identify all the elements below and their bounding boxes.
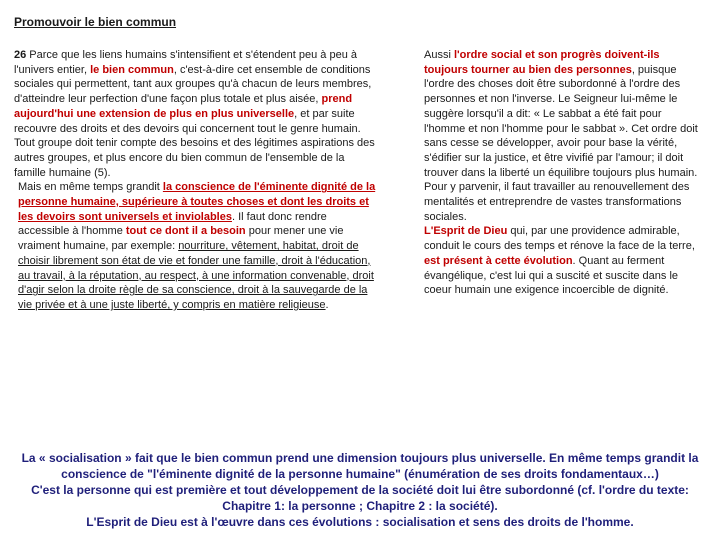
text-segment: , c'est-à-dire cet ensemble de conditions sociales qui permettent, tant aux groupes qu'à chacun de leurs membres, d'atteindre leur perfection d'une façon plus totale et plus aisée, [14,63,372,106]
paragraph-ordre-social [408,48,700,224]
text-segment: Mais en même temps grandit [18,181,163,194]
paragraph-number: 26 [14,49,27,61]
text-segment: , puisque l'ordre des choses doit être subordonné à l'ordre des personnes et non l'inverse. Le Seigneur lui-même le suggère lorsqu'il a dit: « Le sabbat a été fait pour l'homme et non l'homme pour le sabbat ». Cet ordre doit sans cesse se développer, avoir pour base la vérité, s'édifier sur la justice, et être vivifié par l'amour; il doit trouver dans la liberté un équilibre toujours plus humain. Pour y parvenir, il faut travailler au renouvellement des mentalités et entreprendre de vastes transformations sociales. [424,63,698,223]
highlight-ordre-social: l'ordre social et son progrès doivent-ils toujours tourner au bien des personnes [424,49,660,76]
summary-line: La « socialisation » fait que le bien commun prend une dimension toujours plus universelle. En même temps grandit la [21,451,699,465]
text-segment: , et par suite recouvre des droits et des devoirs qui concernent tout le genre humain. Tout groupe doit tenir compte des besoins et des légitimes aspirations des autres groupes, et plus encore du bien commun de l'ensemble de la famille humaine (5). [14,107,375,179]
highlight-bien-commun: le bien commun [90,63,174,76]
highlight-dignite-personne: la conscience de l'éminente dignité de la personne humaine, supérieure à toutes choses et dont les droits et les devoirs sont universels et inviolables [18,181,376,223]
highlight-extension-universelle: prend aujourd'hui une extension de plus en plus universelle [14,93,353,120]
paragraph-dignite [14,180,376,312]
text-segment: Aussi [424,49,454,61]
summary-block [8,450,712,530]
text-segment: Parce que les liens humains s'intensifient et s'étendent peu à peu à l'univers entier, [14,49,357,76]
right-column [408,48,700,298]
document-title: Promouvoir le bien commun [14,15,177,29]
text-segment: . Quant au ferment évangélique, c'est lui qui a suscité et suscite dans le coeur humain une exigence incoercible de dignité. [424,254,679,297]
highlight-esprit-de-dieu: L'Esprit de Dieu [424,225,508,238]
paragraph-esprit-de-dieu [408,224,700,298]
paragraph-26 [14,48,376,180]
summary-line: Chapitre 1: la personne ; Chapitre 2 : la société). [222,499,498,513]
summary-line: L'Esprit de Dieu est à l'œuvre dans ces évolutions : socialisation et sens des droits de l'homme. [86,515,634,529]
rights-list: nourriture, vêtement, habitat, droit de choisir librement son état de vie et fonder une famille, droit à l'éducation, au travail, à la réputation, au respect, à une information convenable, droit d'agir selon la droite règle de sa conscience, droit à la sauvegarde de la vie privée et à une juste liberté, y compris en matière religieuse [18,240,374,311]
summary-line: C'est la personne qui est première et tout développement de la société doit lui être subordonné (cf. l'ordre du texte: [31,483,689,497]
highlight-present-evolution: est présent à cette évolution [424,254,573,267]
left-column [14,48,376,313]
highlight-besoin: tout ce dont il a besoin [125,225,246,238]
text-segment: . Il faut donc rendre accessible à l'homme [18,210,327,238]
text-segment: qui, par une providence admirable, conduit le cours des temps et rénove la face de la terre, [424,225,695,253]
text-segment: . [325,298,329,311]
summary-line: conscience de "l'éminente dignité de la personne humaine" (énumération de ses droits fondamentaux…) [61,467,659,481]
text-segment: pour mener une vie vraiment humaine, par exemple: [18,225,344,253]
